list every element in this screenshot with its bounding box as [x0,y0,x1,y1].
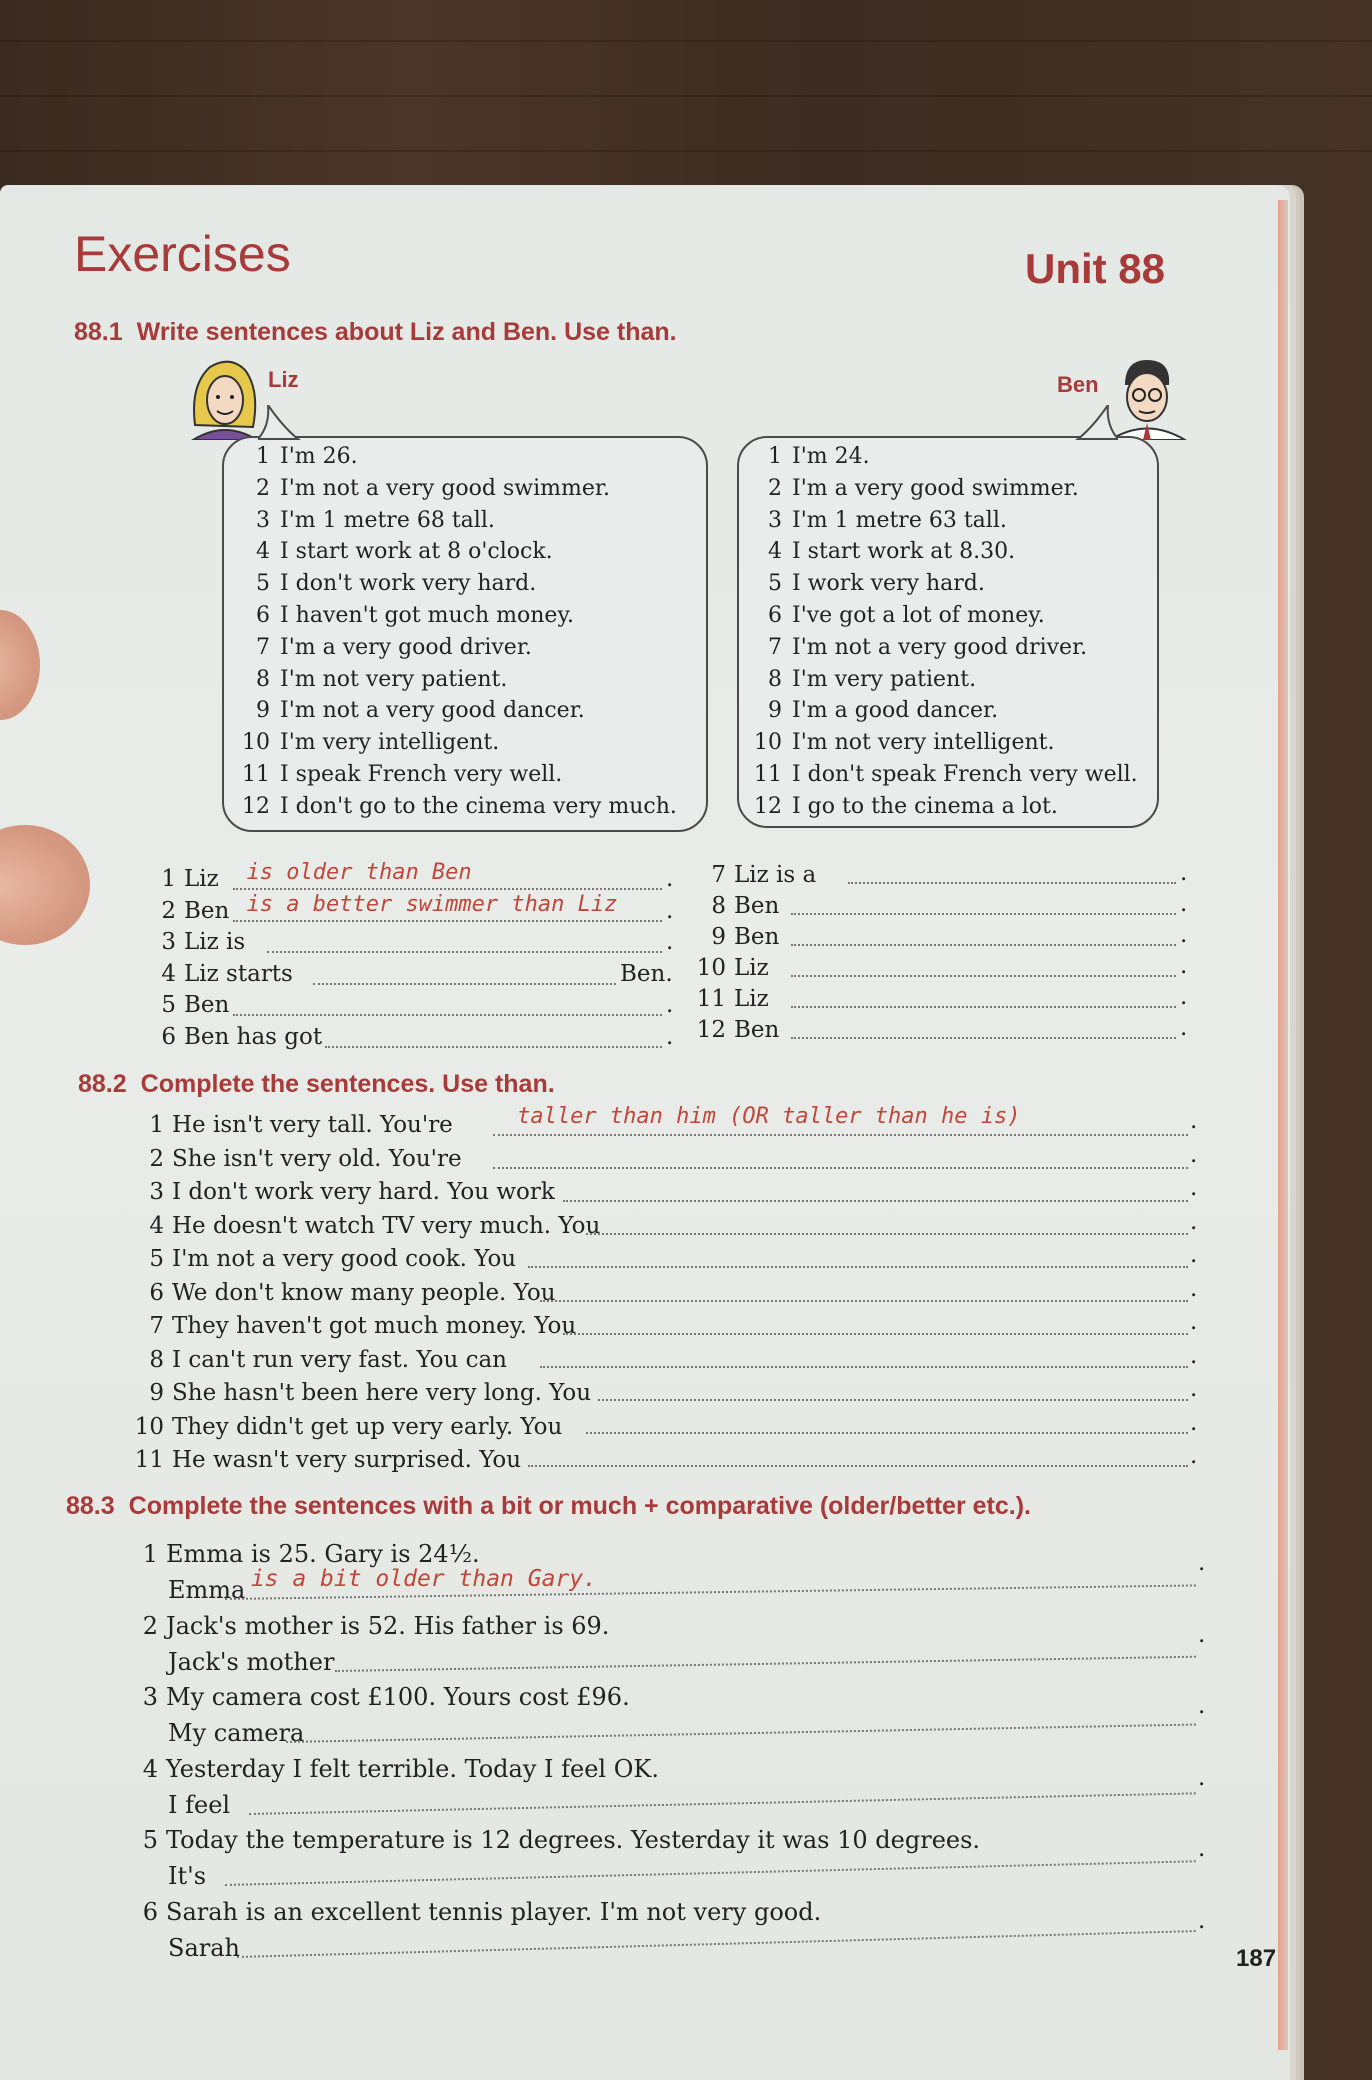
ben-statement-text: I go to the cinema a lot. [792,793,1058,819]
ex2-item-number: 8 [149,1346,164,1373]
liz-statement-5 [240,571,536,596]
ex2-answer-blank[interactable] [528,1465,1188,1467]
ex2-item-text: He isn't very tall. You're [172,1112,453,1138]
liz-statement-9 [240,698,585,723]
ex1-answer-suffix: Ben. [620,960,673,987]
liz-statement-1 [240,444,358,469]
page-number: 187 [1236,1945,1277,1972]
liz-statement-text: I don't go to the cinema very much. [280,793,677,819]
ex1-answer-8 [690,893,779,919]
ex1-answer-3 [140,929,245,955]
ex1-answer-blank[interactable] [791,944,1177,946]
ex1-answer-2 [140,898,229,924]
ex1-answer-blank[interactable] [233,920,663,922]
ex2-item-8 [130,1347,507,1373]
ex1-answer-blank[interactable] [233,1014,663,1016]
ben-statement-number: 9 [768,698,782,724]
ex1-answer-number: 9 [711,924,726,950]
ex2-item-10 [130,1414,562,1440]
liz-statement-6 [240,603,574,628]
ex2-item-text: She isn't very old. You're [172,1145,462,1172]
ex1-answer-blank[interactable] [848,882,1176,884]
ex1-answer-suffix: . [666,992,674,1018]
ben-label: Ben [1057,372,1099,397]
page-title: Exercises [74,226,291,282]
ex1-answer-prefix: Liz [184,866,219,892]
ex1-answer-5 [140,992,229,1018]
ex3-item-number: 3 [142,1683,158,1711]
ex2-answer-blank[interactable] [563,1333,1188,1335]
ex2-item-text: They haven't got much money. You [172,1313,577,1339]
ex1-answer-blank[interactable] [233,888,663,890]
liz-statement-text: I'm 26. [280,444,358,469]
ex1-answer-number: 6 [161,1023,176,1050]
ex1-answer-6 [140,1024,322,1050]
liz-statement-number: 12 [242,793,270,819]
liz-statement-7 [240,635,532,660]
ex2-answer-period: . [1190,1376,1198,1402]
liz-statement-text: I speak French very well. [280,762,563,787]
ben-statement-number: 1 [768,444,782,469]
ben-statement-text: I'm 24. [792,444,870,469]
ex2-item-number: 3 [149,1179,164,1205]
ex1-answer-number: 5 [161,992,176,1018]
ben-statement-8 [752,667,976,692]
ex1-answer-1 [140,866,219,892]
ex2-item-2 [130,1146,462,1172]
ben-statement-number: 2 [768,475,782,501]
ex1-answer-9 [690,924,779,950]
liz-statement-number: 8 [256,666,270,692]
ex2-answer-blank[interactable] [598,1399,1188,1401]
ex1-answer-blank[interactable] [325,1046,663,1048]
ex1-answer-blank[interactable] [267,951,662,953]
ex2-answer-blank[interactable] [563,1200,1188,1202]
ex2-answer-period: . [1190,1208,1198,1235]
ex1-answer-prefix: Ben [184,897,230,924]
ben-statement-2 [752,476,1079,501]
ex1-title: Write sentences about Liz and Ben. Use than. [136,318,677,346]
ben-statement-6 [752,603,1045,628]
ex2-item-11 [130,1447,521,1473]
ex1-answer-blank[interactable] [791,975,1177,977]
ex2-answer-period: . [1190,1242,1198,1268]
ex2-item-number: 9 [149,1380,164,1406]
ex1-answer-suffix: . [666,1023,674,1050]
ben-statement-7 [752,635,1087,660]
ex3-item-1 [138,1540,480,1568]
ex1-answer-4 [140,961,293,987]
ex2-item-number: 11 [134,1447,164,1473]
ex2-answer-blank[interactable] [493,1167,1188,1169]
ben-statement-12 [752,794,1058,819]
ex2-item-7 [130,1313,576,1339]
ex2-item-text: We don't know many people. You [172,1279,556,1306]
liz-statement-text: I'm 1 metre 68 tall. [280,507,495,533]
ex2-item-number: 5 [149,1246,164,1272]
liz-avatar [185,355,265,440]
ben-statement-number: 5 [768,571,782,597]
ben-statement-10 [752,730,1055,755]
ex2-heading [78,1070,555,1099]
ex3-answer-period: . [1198,1621,1206,1648]
ben-statement-9 [752,698,998,723]
ex3-answer-period: . [1198,1693,1206,1719]
ex3-item-number: 5 [142,1826,158,1854]
ben-statement-text: I'm not a very good driver. [792,634,1088,660]
ex1-answer-10 [690,955,769,981]
ex2-item-text: I can't run very fast. You can [172,1346,507,1373]
ben-statement-number: 10 [754,730,782,756]
ex1-answer-prefix: Liz is [184,929,246,955]
ex1-answer-prefix: Liz [734,955,769,981]
ex1-answer-blank[interactable] [791,1037,1177,1039]
ex1-answer-suffix: . [666,929,674,955]
ben-statement-number: 11 [754,762,782,787]
ben-statement-number: 8 [768,666,782,692]
ex2-item-text: She hasn't been here very long. You [172,1380,592,1406]
ex3-item-start: I feel [168,1790,231,1819]
liz-statement-text: I don't work very hard. [280,571,537,597]
ex1-answer-number: 3 [161,929,176,955]
liz-statement-number: 4 [256,539,270,565]
ex2-answer-blank[interactable] [540,1366,1188,1368]
ex3-item-number: 4 [142,1754,158,1783]
ex2-item-number: 4 [149,1212,164,1239]
ex2-item-text: They didn't get up very early. You [172,1413,563,1440]
ex2-item-3 [130,1179,555,1205]
ex2-answer-period: . [1190,1141,1198,1168]
ben-statement-4 [752,539,1015,564]
ex3-item-question: Today the temperature is 12 degrees. Yesterday it was 10 degrees. [166,1826,981,1854]
ex1-answer-suffix: . [666,866,674,892]
ex1-answer-suffix: . [1180,1015,1188,1041]
ex1-answer-number: 1 [161,866,176,892]
ex1-answer-suffix: . [1180,860,1188,886]
ex3-item-start: Sarah [168,1933,240,1962]
ben-statement-number: 6 [768,603,782,628]
ex2-item-text: I'm not a very good cook. You [172,1246,517,1272]
ben-statement-text: I've got a lot of money. [792,603,1045,628]
liz-statement-11 [240,762,562,787]
ex2-item-4 [130,1213,600,1239]
ben-statement-number: 3 [768,507,782,533]
liz-statement-text: I'm not a very good dancer. [280,698,585,724]
ex1-answer-prefix: Ben [734,924,780,950]
ex1-answer-prefix: Liz [734,986,769,1012]
ex2-item-6 [130,1280,556,1306]
ex3-item-question: My camera cost £100. Yours cost £96. [166,1683,630,1711]
ex2-answer-period: . [1190,1443,1198,1469]
ex3-item-start: My camera [168,1719,305,1747]
ben-statement-text: I'm not very intelligent. [792,730,1055,756]
ex3-item-2 [138,1612,609,1640]
ex2-answer-blank[interactable] [528,1266,1188,1268]
ben-statement-text: I work very hard. [792,571,985,597]
ex1-answer-blank[interactable] [791,913,1177,915]
ex3-item-3 [138,1683,630,1711]
ex2-answer-period: . [1190,1108,1198,1134]
liz-statement-number: 9 [256,698,270,724]
ex2-answer-period: . [1190,1309,1198,1335]
ex1-answer-prefix: Liz is a [734,862,817,888]
ben-statement-number: 4 [768,539,782,565]
page-edge [1278,200,1288,2050]
liz-statement-text: I'm not a very good swimmer. [280,475,610,501]
ex2-answer-blank[interactable] [540,1300,1188,1302]
ex1-answer-number: 2 [161,897,176,924]
ex1-heading [74,318,677,347]
liz-label: Liz [268,367,299,392]
ex3-handwritten-answer: is a bit older than Gary. [250,1566,597,1592]
liz-statement-text: I'm not very patient. [280,666,508,692]
ex1-answer-number: 10 [696,955,726,981]
ex1-answer-number: 12 [696,1017,726,1043]
ex2-number: 88.2 [78,1070,127,1098]
ex2-item-1 [130,1112,453,1138]
liz-statement-text: I start work at 8 o'clock. [280,539,553,565]
ex3-item-question: Sarah is an excellent tennis player. I'm not very good. [166,1897,822,1926]
liz-statement-text: I haven't got much money. [280,603,574,628]
ex3-item-4 [138,1755,659,1783]
liz-statement-4 [240,539,553,564]
liz-statement-number: 5 [256,571,270,597]
ex1-answer-number: 4 [161,960,176,987]
ex2-handwritten-answer: taller than him (OR taller than he is) [517,1104,1021,1129]
ex1-handwritten-answer: is older than Ben [246,860,472,885]
ex3-item-start: Emma [168,1576,246,1604]
ex1-answer-suffix: . [1180,984,1188,1010]
liz-statement-8 [240,667,507,692]
liz-statement-number: 7 [256,634,270,660]
ex2-answer-blank[interactable] [493,1134,1188,1136]
ben-statement-text: I start work at 8.30. [792,539,1016,565]
ex2-item-text: He wasn't very surprised. You [172,1447,522,1473]
ben-statement-5 [752,571,985,596]
liz-statement-number: 10 [242,730,270,756]
ex3-item-question: Emma is 25. Gary is 24½. [166,1540,480,1568]
liz-statement-number: 11 [242,762,270,787]
ex1-answer-suffix: . [1180,922,1188,948]
ex1-answer-number: 8 [711,893,726,919]
ex1-answer-prefix: Ben has got [184,1023,323,1050]
ex3-answer-period: . [1198,1836,1206,1862]
ex2-item-9 [130,1380,591,1406]
ex2-answer-blank[interactable] [586,1432,1188,1434]
ben-statement-1 [752,444,870,469]
ex3-item-start: Jack's mother [168,1647,335,1676]
ex2-item-5 [130,1246,516,1272]
ex3-answer-period: . [1198,1550,1206,1576]
liz-bubble-tail [258,405,308,441]
ex1-answer-prefix: Ben [184,992,230,1018]
ben-statement-text: I don't speak French very well. [792,762,1138,787]
ex1-answer-prefix: Liz starts [184,960,293,987]
ex1-answer-prefix: Ben [734,1017,780,1043]
ex1-answer-7 [690,862,816,888]
liz-statement-2 [240,476,610,501]
liz-statement-number: 1 [256,444,270,469]
ben-statement-text: I'm a very good swimmer. [792,475,1079,501]
ex1-handwritten-answer: is a better swimmer than Liz [246,891,618,917]
ex2-answer-period: . [1190,1409,1198,1436]
ex1-answer-suffix: . [666,897,674,924]
ex1-answer-blank[interactable] [313,983,616,985]
ex2-item-number: 10 [134,1413,164,1440]
ex3-answer-period: . [1198,1907,1206,1934]
ex2-answer-period: . [1190,1275,1198,1302]
unit-label: Unit 88 [1025,245,1166,292]
liz-statement-number: 6 [256,603,270,628]
liz-statement-text: I'm very intelligent. [280,730,500,756]
ex2-item-number: 6 [149,1279,164,1306]
ex3-item-5 [138,1826,980,1854]
ex3-item-number: 2 [142,1611,158,1640]
ex3-item-number: 1 [142,1540,158,1568]
ben-statement-3 [752,508,1007,533]
ben-statement-number: 7 [768,634,782,660]
ex1-answer-blank[interactable] [791,1006,1177,1008]
ex1-answer-12 [690,1017,779,1043]
ex3-item-question: Yesterday I felt terrible. Today I feel OK. [166,1754,659,1783]
ex3-number: 88.3 [66,1492,115,1520]
ben-statement-text: I'm a good dancer. [792,698,999,724]
ex1-answer-11 [690,986,769,1012]
ex2-answer-period: . [1190,1175,1198,1201]
ex2-item-text: I don't work very hard. You work [172,1179,555,1205]
ex3-item-start: It's [168,1862,207,1890]
ex2-title: Complete the sentences. Use than. [140,1070,555,1098]
ex1-answer-number: 7 [711,862,726,888]
ex2-item-text: He doesn't watch TV very much. You [172,1212,601,1239]
ex3-title: Complete the sentences with a bit or much + comparative (older/better etc.). [128,1492,1031,1520]
ex2-item-number: 2 [149,1145,164,1172]
ex3-item-6 [138,1898,821,1926]
liz-statement-text: I'm a very good driver. [280,634,532,660]
ex1-answer-suffix: . [1180,891,1188,917]
liz-statement-number: 2 [256,475,270,501]
ex1-number: 88.1 [74,318,123,346]
ex1-answer-suffix: . [1180,953,1188,979]
ex3-item-question: Jack's mother is 52. His father is 69. [166,1611,610,1640]
ex1-answer-number: 11 [696,986,726,1012]
liz-statement-number: 3 [256,507,270,533]
ben-bubble-tail [1068,405,1118,441]
ex2-item-number: 7 [149,1313,164,1339]
liz-statement-12 [240,794,677,819]
ben-statement-11 [752,762,1138,787]
ben-statement-number: 12 [754,793,782,819]
ex2-item-number: 1 [149,1112,164,1138]
ex2-answer-period: . [1190,1342,1198,1369]
ex3-heading [66,1492,1031,1521]
ex1-answer-prefix: Ben [734,893,780,919]
ben-statement-text: I'm very patient. [792,666,977,692]
liz-statement-10 [240,730,499,755]
ex3-item-number: 6 [142,1897,158,1926]
ben-statement-text: I'm 1 metre 63 tall. [792,507,1007,533]
ex3-answer-period: . [1198,1764,1206,1791]
ex2-answer-blank[interactable] [586,1233,1188,1235]
liz-statement-3 [240,508,495,533]
